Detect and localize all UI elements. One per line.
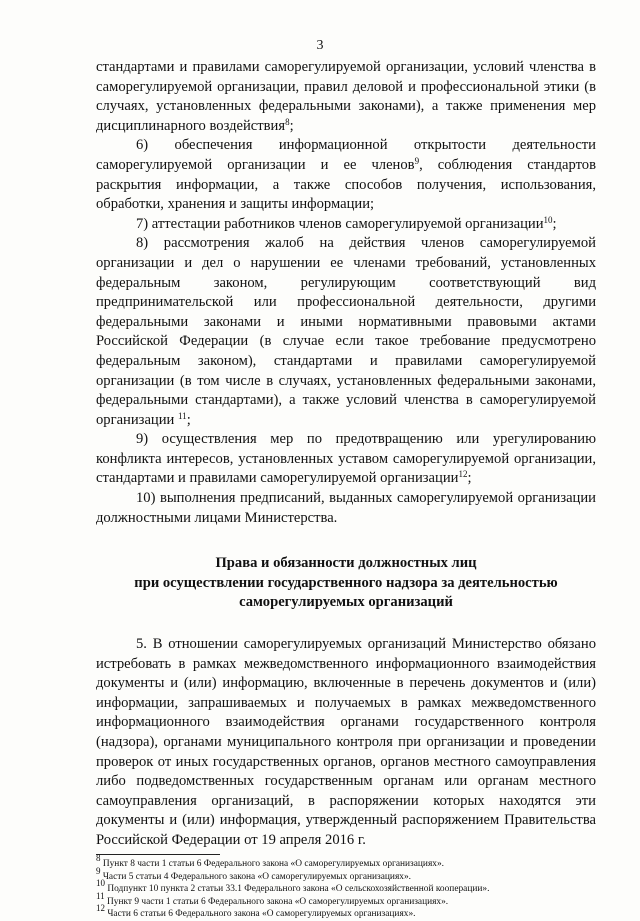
footnote-number: 11: [96, 890, 105, 901]
paragraph-continuation: стандартами и правилами саморегулируемой организации, условий членства в саморегулируемой организации, правил деловой и профессиональной этики (в случаях, установленных федеральными законами), а также применения мер дисциплинарного воздействия$^8$;: [96, 59, 596, 134]
footnote-divider: [96, 854, 220, 855]
heading-line: Права и обязанности должностных лиц: [215, 555, 477, 572]
footnotes: [96, 853, 596, 921]
section-heading: [96, 554, 596, 613]
page-number: 3: [316, 38, 324, 53]
footnote-number: 12: [96, 903, 105, 914]
footnote-number: 9: [96, 865, 101, 876]
footnote-item: $^{10}$ Подпункт 10 пункта 2 статьи 33.1 Федерального закона «О сельскохозяйственной кооперации».: [96, 878, 490, 895]
footnote-item: $^8$ Пункт 8 части 1 статьи 6 Федерального закона «О саморегулируемых организациях».: [96, 853, 444, 869]
paragraph-5: 5. В отношении саморегулируемых организаций Министерство обязано истребовать в рамках межведомственного информационного взаимодействия документы и (или) информацию, включенные в перечень документов и (или) информации, запрашиваемых и получаемых в рамках межведомственного информационного взаимодействия органами государственного контроля (надзора), органами муниципального контроля при организации и проведении проверок от иных государственных органов, органов местного самоуправления либо подведомственных государственным органам или органам местного самоуправления организаций, в распоряжении которых находятся эти документы и (или) информация, утвержденный распоряжением Правительства Российской Федерации от 19 апреля 2016 г.: [96, 636, 596, 848]
heading-line: саморегулируемых организаций: [239, 594, 453, 611]
footnote-ref[interactable]: 9: [414, 155, 420, 166]
paragraph-item-8: 8) рассмотрения жалоб на действия членов саморегулируемой организации и дел о нарушении ее членами требований, установленных федеральным законом, регулирующим соответствующий вид предпринимательской или профессиональной деятельности, другими федеральными законами и иными нормативными правовыми актами Российской Федерации (в случае если такое требование предусмотрено федеральным законом), стандартами и правилами саморегулируемой организации (в том числе в случаях, установленных федеральными законами, федеральными стандартами), а также условий членства в саморегулируемой организации $^{11}$;: [96, 235, 596, 428]
paragraph-item-7: 7) аттестации работников членов саморегулируемой организации$^{10}$;: [136, 214, 557, 232]
document-body: [96, 58, 596, 851]
footnote-item: $^{11}$ Пункт 9 части 1 статьи 6 Федерального закона «О саморегулируемых организациях».: [96, 890, 449, 907]
paragraph-item-6: 6) обеспечения информационной открытости деятельности саморегулируемой организации и ее членов$^9$, соблюдения стандартов раскрытия информации, а также способов получения, использования, обработки, хранения и защиты информации;: [96, 137, 596, 213]
footnote-number: 10: [96, 878, 105, 889]
heading-line: при осуществлении государственного надзора за деятельностью: [134, 574, 558, 591]
footnote-ref[interactable]: 8: [285, 116, 290, 127]
footnote-item: $^{12}$ Части 6 статьи 6 Федерального закона «О саморегулируемых организациях».: [96, 903, 416, 920]
footnote-ref[interactable]: 12: [458, 469, 468, 480]
footnote-ref[interactable]: 10: [543, 214, 553, 225]
paragraph-item-10: 10) выполнения предписаний, выданных саморегулируемой организации должностными лицами Министерства.: [96, 490, 596, 526]
footnote-item: $^9$ Части 5 статьи 4 Федерального закона «О саморегулируемых организациях».: [96, 865, 411, 882]
footnote-ref[interactable]: 11: [178, 410, 187, 421]
footnote-number: 8: [96, 853, 101, 863]
paragraph-item-9: 9) осуществления мер по предотвращению или урегулированию конфликта интересов, установленных уставом саморегулируемой организации, стандартами и правилами саморегулируемой организации$^{12}$;: [96, 431, 596, 487]
